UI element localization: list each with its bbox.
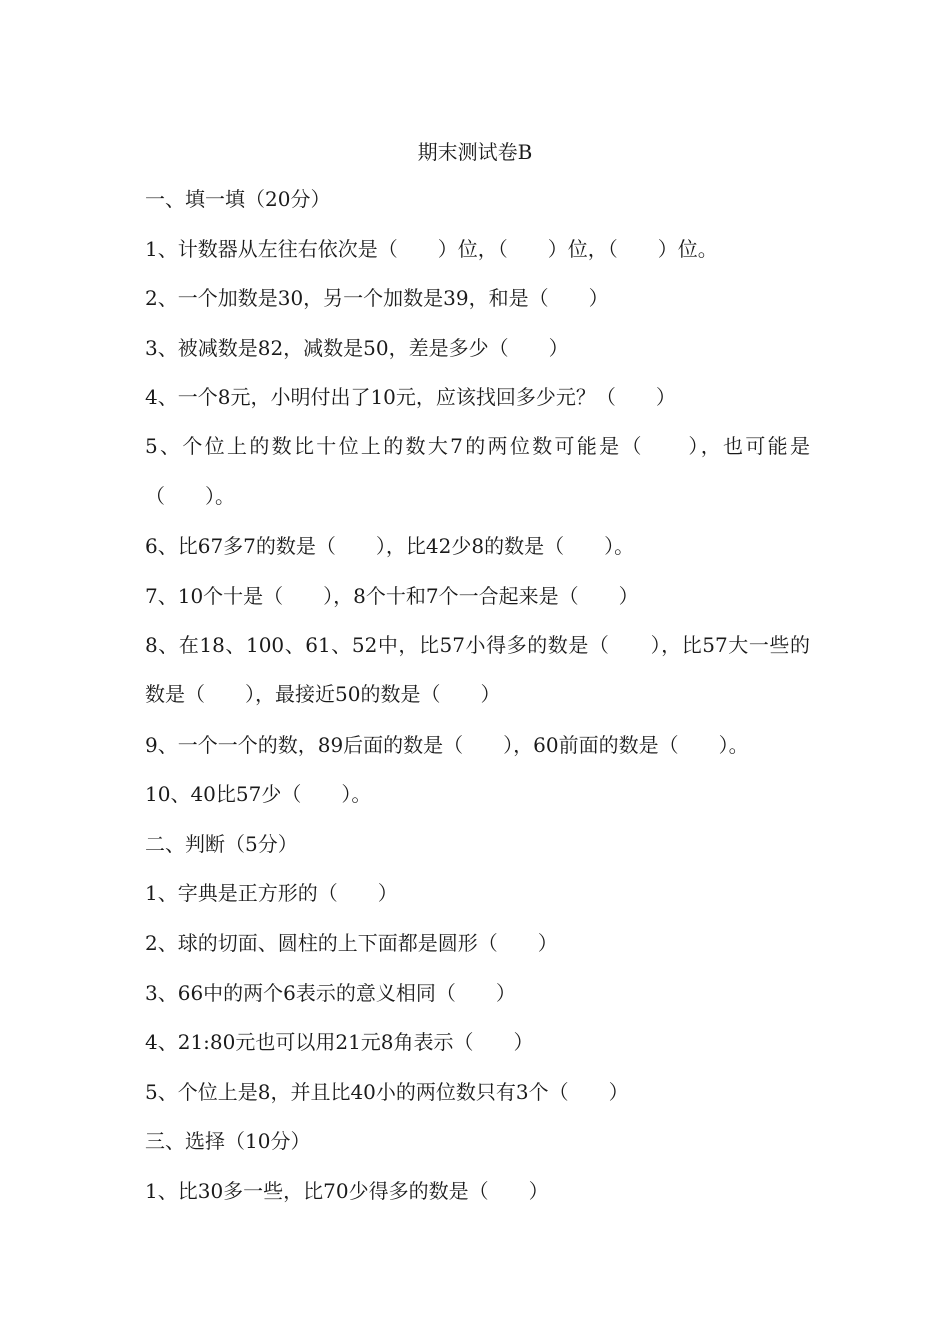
document-title: 期末测试卷B <box>417 140 533 164</box>
question-fill-6: 6、比67多7的数是（ ），比42少8的数是（ ）。 <box>145 534 635 559</box>
question-fill-9: 9、一个一个的数，89后面的数是（ ），60前面的数是（ ）。 <box>145 732 749 757</box>
question-fill-7: 7、10个十是（ ），8个十和7个一合起来是（ ） <box>145 583 639 608</box>
question-judge-3: 3、66中的两个6表示的意义相同（ ） <box>145 980 516 1005</box>
question-fill-5: 5、个位上的数比十位上的数大7的两位数可能是（ ），也可能是（ ）。 <box>145 434 810 508</box>
question-judge-1: 1、字典是正方形的（ ） <box>145 881 398 906</box>
question-fill-8: 8、在18、100、61、52中，比57小得多的数是（ ），比57大一些的数是（ ），最接近50的数是（ ） <box>145 632 810 707</box>
question-judge-2: 2、球的切面、圆柱的上下面都是圆形（ ） <box>145 930 558 955</box>
section-heading-choice: 三、选择（10分） <box>145 1129 311 1154</box>
question-choice-1: 1、比30多一些，比70少得多的数是（ ） <box>145 1178 549 1203</box>
question-judge-4: 4、21:80元也可以用21元8角表示（ ） <box>145 1030 534 1055</box>
question-fill-3: 3、被减数是82，减数是50，差是多少（ ） <box>145 335 569 360</box>
question-fill-2: 2、一个加数是30，另一个加数是39，和是（ ） <box>145 286 609 311</box>
question-judge-5: 5、个位上是8，并且比40小的两位数只有3个（ ） <box>145 1079 629 1104</box>
document-body <box>145 183 810 1224</box>
question-fill-4: 4、一个8元，小明付出了10元，应该找回多少元？（ ） <box>145 385 676 410</box>
question-fill-1: 1、计数器从左往右依次是（ ）位，（ ）位，（ ）位。 <box>145 236 718 261</box>
section-heading-fill-in: 一、填一填（20分） <box>145 187 331 211</box>
section-heading-judge: 二、判断（5分） <box>145 831 298 856</box>
question-fill-10: 10、40比57少（ ）。 <box>145 782 372 807</box>
